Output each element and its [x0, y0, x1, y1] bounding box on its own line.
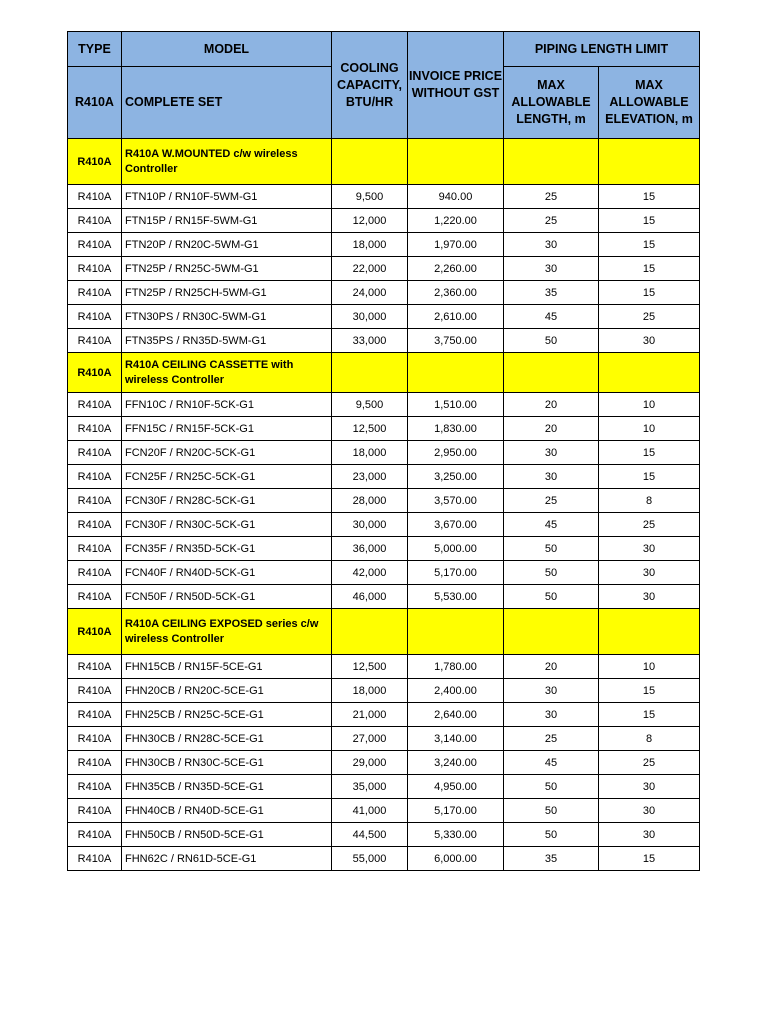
cell-type: R410A	[68, 823, 122, 847]
cell-max-elevation: 10	[599, 417, 700, 441]
cell-cooling-capacity: 9,500	[332, 393, 408, 417]
cell-invoice-price: 1,220.00	[408, 209, 504, 233]
cell-invoice-price: 5,330.00	[408, 823, 504, 847]
cell-cooling-capacity: 12,000	[332, 209, 408, 233]
cell-max-elevation: 15	[599, 209, 700, 233]
header-model: MODEL	[122, 32, 332, 67]
table-row	[68, 417, 700, 441]
section-type: R410A	[68, 609, 122, 655]
cell-model: FTN15P / RN15F-5WM-G1	[122, 209, 332, 233]
cell-model: FHN25CB / RN25C-5CE-G1	[122, 703, 332, 727]
table-row	[68, 329, 700, 353]
cell-max-elevation: 8	[599, 489, 700, 513]
cell-cooling-capacity: 33,000	[332, 329, 408, 353]
header-type-sub: R410A	[68, 67, 122, 139]
cell-invoice-price: 1,970.00	[408, 233, 504, 257]
cell-model: FFN15C / RN15F-5CK-G1	[122, 417, 332, 441]
cell-max-length: 30	[504, 257, 599, 281]
cell-max-length: 50	[504, 329, 599, 353]
cell-max-length: 45	[504, 751, 599, 775]
cell-model: FCN40F / RN40D-5CK-G1	[122, 561, 332, 585]
cell-max-length: 45	[504, 305, 599, 329]
cell-max-elevation: 15	[599, 257, 700, 281]
table-row	[68, 799, 700, 823]
section-empty-cell	[504, 353, 599, 393]
cell-cooling-capacity: 18,000	[332, 679, 408, 703]
cell-max-elevation: 8	[599, 727, 700, 751]
table-row	[68, 703, 700, 727]
cell-model: FCN25F / RN25C-5CK-G1	[122, 465, 332, 489]
table-row	[68, 727, 700, 751]
cell-invoice-price: 2,610.00	[408, 305, 504, 329]
section-empty-cell	[504, 139, 599, 185]
cell-type: R410A	[68, 257, 122, 281]
cell-model: FHN62C / RN61D-5CE-G1	[122, 847, 332, 871]
cell-max-length: 30	[504, 441, 599, 465]
cell-cooling-capacity: 9,500	[332, 185, 408, 209]
cell-cooling-capacity: 41,000	[332, 799, 408, 823]
cell-model: FCN30F / RN30C-5CK-G1	[122, 513, 332, 537]
cell-cooling-capacity: 22,000	[332, 257, 408, 281]
cell-type: R410A	[68, 585, 122, 609]
section-header-row	[68, 353, 700, 393]
table-row	[68, 305, 700, 329]
cell-type: R410A	[68, 703, 122, 727]
cell-invoice-price: 4,950.00	[408, 775, 504, 799]
section-type: R410A	[68, 353, 122, 393]
cell-invoice-price: 3,570.00	[408, 489, 504, 513]
cell-type: R410A	[68, 233, 122, 257]
cell-invoice-price: 1,830.00	[408, 417, 504, 441]
cell-cooling-capacity: 55,000	[332, 847, 408, 871]
cell-model: FFN10C / RN10F-5CK-G1	[122, 393, 332, 417]
cell-max-elevation: 30	[599, 329, 700, 353]
cell-max-length: 50	[504, 561, 599, 585]
cell-type: R410A	[68, 393, 122, 417]
header-max-elevation: MAX ALLOWABLE ELEVATION, m	[599, 67, 700, 139]
header-complete-set: COMPLETE SET	[122, 67, 332, 139]
table-row	[68, 257, 700, 281]
cell-type: R410A	[68, 489, 122, 513]
cell-model: FTN10P / RN10F-5WM-G1	[122, 185, 332, 209]
cell-type: R410A	[68, 561, 122, 585]
cell-max-length: 45	[504, 513, 599, 537]
cell-cooling-capacity: 30,000	[332, 305, 408, 329]
section-title: R410A CEILING EXPOSED series c/w wireless Controller	[122, 609, 332, 655]
table-row	[68, 679, 700, 703]
section-empty-cell	[599, 353, 700, 393]
cell-cooling-capacity: 42,000	[332, 561, 408, 585]
cell-invoice-price: 940.00	[408, 185, 504, 209]
cell-invoice-price: 5,530.00	[408, 585, 504, 609]
cell-max-length: 50	[504, 537, 599, 561]
cell-max-elevation: 25	[599, 305, 700, 329]
section-empty-cell	[504, 609, 599, 655]
cell-max-elevation: 25	[599, 751, 700, 775]
cell-max-length: 20	[504, 417, 599, 441]
cell-type: R410A	[68, 751, 122, 775]
cell-max-elevation: 30	[599, 775, 700, 799]
cell-max-length: 30	[504, 465, 599, 489]
table-row	[68, 655, 700, 679]
cell-max-length: 50	[504, 775, 599, 799]
table-row	[68, 209, 700, 233]
cell-type: R410A	[68, 417, 122, 441]
cell-max-length: 30	[504, 679, 599, 703]
cell-model: FHN40CB / RN40D-5CE-G1	[122, 799, 332, 823]
table-row	[68, 751, 700, 775]
cell-invoice-price: 2,360.00	[408, 281, 504, 305]
cell-cooling-capacity: 18,000	[332, 441, 408, 465]
cell-type: R410A	[68, 513, 122, 537]
cell-invoice-price: 6,000.00	[408, 847, 504, 871]
cell-cooling-capacity: 36,000	[332, 537, 408, 561]
cell-max-elevation: 15	[599, 441, 700, 465]
cell-cooling-capacity: 44,500	[332, 823, 408, 847]
cell-type: R410A	[68, 679, 122, 703]
cell-max-length: 25	[504, 489, 599, 513]
cell-type: R410A	[68, 799, 122, 823]
cell-type: R410A	[68, 537, 122, 561]
cell-invoice-price: 3,750.00	[408, 329, 504, 353]
section-empty-cell	[599, 609, 700, 655]
cell-max-length: 50	[504, 585, 599, 609]
section-type: R410A	[68, 139, 122, 185]
cell-invoice-price: 1,510.00	[408, 393, 504, 417]
cell-model: FCN35F / RN35D-5CK-G1	[122, 537, 332, 561]
cell-max-elevation: 15	[599, 847, 700, 871]
cell-cooling-capacity: 46,000	[332, 585, 408, 609]
cell-type: R410A	[68, 655, 122, 679]
table-row	[68, 823, 700, 847]
cell-type: R410A	[68, 847, 122, 871]
cell-invoice-price: 3,140.00	[408, 727, 504, 751]
cell-max-length: 30	[504, 233, 599, 257]
table-row	[68, 847, 700, 871]
cell-model: FCN30F / RN28C-5CK-G1	[122, 489, 332, 513]
cell-invoice-price: 3,250.00	[408, 465, 504, 489]
cell-max-elevation: 15	[599, 281, 700, 305]
cell-max-elevation: 15	[599, 465, 700, 489]
cell-cooling-capacity: 23,000	[332, 465, 408, 489]
section-empty-cell	[408, 353, 504, 393]
header-type: TYPE	[68, 32, 122, 67]
section-empty-cell	[332, 353, 408, 393]
cell-cooling-capacity: 18,000	[332, 233, 408, 257]
cell-type: R410A	[68, 775, 122, 799]
table-row	[68, 465, 700, 489]
cell-cooling-capacity: 24,000	[332, 281, 408, 305]
cell-invoice-price: 2,640.00	[408, 703, 504, 727]
section-empty-cell	[332, 609, 408, 655]
cell-model: FCN20F / RN20C-5CK-G1	[122, 441, 332, 465]
header-max-length: MAX ALLOWABLE LENGTH, m	[504, 67, 599, 139]
cell-max-elevation: 30	[599, 561, 700, 585]
cell-model: FTN20P / RN20C-5WM-G1	[122, 233, 332, 257]
cell-invoice-price: 5,000.00	[408, 537, 504, 561]
cell-max-length: 35	[504, 847, 599, 871]
cell-model: FCN50F / RN50D-5CK-G1	[122, 585, 332, 609]
cell-cooling-capacity: 35,000	[332, 775, 408, 799]
cell-invoice-price: 3,670.00	[408, 513, 504, 537]
cell-model: FTN25P / RN25CH-5WM-G1	[122, 281, 332, 305]
header-cooling-capacity: COOLING CAPACITY, BTU/HR	[332, 32, 408, 139]
cell-max-length: 50	[504, 799, 599, 823]
table-row	[68, 537, 700, 561]
table-row	[68, 233, 700, 257]
table-row	[68, 513, 700, 537]
cell-model: FTN35PS / RN35D-5WM-G1	[122, 329, 332, 353]
section-empty-cell	[408, 609, 504, 655]
cell-max-length: 35	[504, 281, 599, 305]
section-empty-cell	[599, 139, 700, 185]
cell-max-elevation: 10	[599, 655, 700, 679]
cell-invoice-price: 2,950.00	[408, 441, 504, 465]
cell-cooling-capacity: 12,500	[332, 417, 408, 441]
cell-max-elevation: 15	[599, 185, 700, 209]
cell-type: R410A	[68, 727, 122, 751]
cell-max-elevation: 30	[599, 823, 700, 847]
table-row	[68, 585, 700, 609]
cell-max-length: 20	[504, 393, 599, 417]
cell-invoice-price: 2,400.00	[408, 679, 504, 703]
section-header-row	[68, 139, 700, 185]
cell-type: R410A	[68, 305, 122, 329]
cell-max-elevation: 15	[599, 233, 700, 257]
cell-max-elevation: 30	[599, 585, 700, 609]
table-row	[68, 441, 700, 465]
cell-model: FHN20CB / RN20C-5CE-G1	[122, 679, 332, 703]
cell-model: FHN50CB / RN50D-5CE-G1	[122, 823, 332, 847]
cell-type: R410A	[68, 441, 122, 465]
cell-model: FHN30CB / RN30C-5CE-G1	[122, 751, 332, 775]
cell-max-elevation: 30	[599, 799, 700, 823]
cell-invoice-price: 2,260.00	[408, 257, 504, 281]
cell-max-elevation: 15	[599, 703, 700, 727]
cell-model: FTN30PS / RN30C-5WM-G1	[122, 305, 332, 329]
table-row	[68, 185, 700, 209]
cell-type: R410A	[68, 465, 122, 489]
section-title: R410A CEILING CASSETTE with wireless Controller	[122, 353, 332, 393]
cell-invoice-price: 1,780.00	[408, 655, 504, 679]
section-empty-cell	[408, 139, 504, 185]
cell-cooling-capacity: 21,000	[332, 703, 408, 727]
cell-invoice-price: 5,170.00	[408, 799, 504, 823]
cell-max-elevation: 25	[599, 513, 700, 537]
cell-cooling-capacity: 28,000	[332, 489, 408, 513]
table-row	[68, 775, 700, 799]
cell-type: R410A	[68, 209, 122, 233]
section-title: R410A W.MOUNTED c/w wireless Controller	[122, 139, 332, 185]
table-row	[68, 281, 700, 305]
cell-model: FTN25P / RN25C-5WM-G1	[122, 257, 332, 281]
section-empty-cell	[332, 139, 408, 185]
cell-model: FHN35CB / RN35D-5CE-G1	[122, 775, 332, 799]
header-invoice-price: INVOICE PRICE WITHOUT GST	[408, 32, 504, 139]
section-header-row	[68, 609, 700, 655]
header-piping-length-limit: PIPING LENGTH LIMIT	[504, 32, 700, 67]
cell-max-elevation: 15	[599, 679, 700, 703]
cell-max-length: 30	[504, 703, 599, 727]
cell-cooling-capacity: 30,000	[332, 513, 408, 537]
cell-max-length: 25	[504, 727, 599, 751]
cell-model: FHN15CB / RN15F-5CE-G1	[122, 655, 332, 679]
cell-max-elevation: 10	[599, 393, 700, 417]
cell-invoice-price: 3,240.00	[408, 751, 504, 775]
cell-cooling-capacity: 29,000	[332, 751, 408, 775]
cell-max-elevation: 30	[599, 537, 700, 561]
cell-cooling-capacity: 12,500	[332, 655, 408, 679]
cell-max-length: 25	[504, 185, 599, 209]
cell-max-length: 20	[504, 655, 599, 679]
table-row	[68, 489, 700, 513]
table-row	[68, 561, 700, 585]
cell-max-length: 50	[504, 823, 599, 847]
cell-model: FHN30CB / RN28C-5CE-G1	[122, 727, 332, 751]
table-row	[68, 393, 700, 417]
cell-cooling-capacity: 27,000	[332, 727, 408, 751]
cell-max-length: 25	[504, 209, 599, 233]
cell-type: R410A	[68, 329, 122, 353]
price-list-table	[67, 31, 700, 871]
cell-type: R410A	[68, 185, 122, 209]
cell-type: R410A	[68, 281, 122, 305]
cell-invoice-price: 5,170.00	[408, 561, 504, 585]
